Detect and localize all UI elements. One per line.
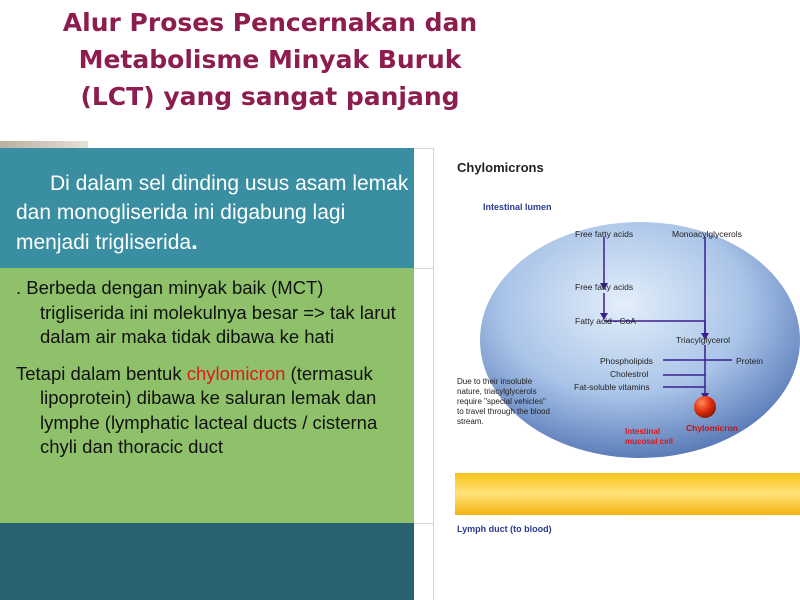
divider-line bbox=[414, 268, 434, 269]
diagram-title: Chylomicrons bbox=[457, 160, 544, 175]
intro-period: . bbox=[191, 228, 198, 255]
fat-soluble-vitamins-label: Fat-soluble vitamins bbox=[574, 382, 650, 392]
slide-title bbox=[0, 4, 540, 115]
title-line-1: Alur Proses Pencernakan dan bbox=[62, 8, 478, 37]
mucosal-cell-label: Intestinal mucosal cell bbox=[625, 427, 674, 446]
divider-line bbox=[414, 523, 434, 524]
fatty-acid-coa-label: Fatty acid - CoA bbox=[575, 316, 636, 326]
title-line-2: Metabolisme Minyak Buruk bbox=[78, 45, 462, 74]
chylomicron-particle bbox=[694, 396, 716, 418]
green-box-text bbox=[16, 276, 412, 460]
lymph-duct-label: Lymph duct (to blood) bbox=[457, 524, 552, 534]
protein-label: Protein bbox=[736, 356, 763, 366]
free-fatty-acids-mid-label: Free fatty acids bbox=[575, 282, 634, 292]
intestinal-lumen-label: Intestinal lumen bbox=[483, 202, 552, 212]
chylomicron-diagram bbox=[450, 155, 800, 570]
point-2-start: Tetapi dalam bentuk bbox=[16, 362, 187, 384]
intro-sentence: Di dalam sel dinding usus asam lemak dan monogliserida ini digabung lagi menjadi trigliserida bbox=[16, 172, 409, 254]
point-2-end: (termasuk lipoprotein) dibawa ke saluran lemak dan lymphe (lymphatic lacteal ducts / cisterna chyli dan thoracic duct bbox=[40, 362, 378, 457]
monoacylglycerols-label: Monoacylglycerols bbox=[672, 229, 742, 239]
divider-line bbox=[414, 148, 434, 149]
triacylglycerol-label: Triacylglycerol bbox=[676, 335, 731, 345]
decorative-vertical-line bbox=[433, 148, 434, 600]
point-mct-comparison: . Berbeda dengan minyak baik (MCT) trigliserida ini molekulnya besar => tak larut dalam air maka tidak dibawa ke hati bbox=[16, 277, 396, 347]
phospholipids-label: Phospholipids bbox=[600, 356, 653, 366]
chylomicron-label: Chylomicron bbox=[686, 423, 738, 433]
point-chylomicron bbox=[16, 362, 412, 460]
free-fatty-acids-label: Free fatty acids bbox=[575, 229, 634, 239]
lymph-duct-shape bbox=[455, 473, 800, 515]
chylomicron-highlight: chylomicron bbox=[186, 362, 286, 384]
transport-note: Due to their insoluble nature, triacylglycerols require "special vehicles" to travel through the blood stream. bbox=[457, 377, 550, 426]
dark-footer-box bbox=[0, 523, 414, 600]
teal-box-text bbox=[16, 169, 411, 257]
title-line-3: (LCT) yang sangat panjang bbox=[80, 82, 460, 111]
cholesterol-label: Cholestrol bbox=[610, 369, 649, 379]
